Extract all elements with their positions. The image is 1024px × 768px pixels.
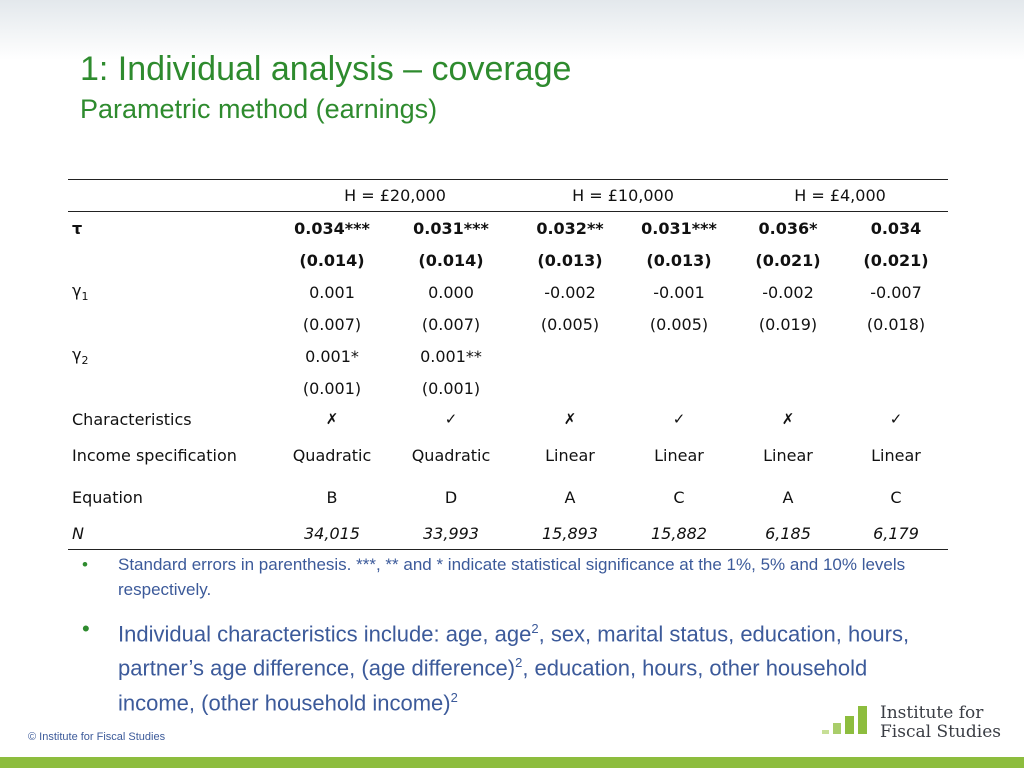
table-cell: C [673, 487, 685, 507]
table-cell: (0.014) [299, 250, 365, 270]
table-cell: 15,893 [514, 518, 626, 550]
logo-bars-icon [822, 704, 878, 754]
table-cell: (0.014) [418, 250, 484, 270]
table-cell: 0.001** [420, 346, 482, 366]
table-cell: 6,179 [844, 518, 948, 550]
table-cell: (0.005) [649, 314, 709, 334]
table-cell: D [444, 487, 458, 507]
table-cell: -0.001 [653, 282, 705, 302]
table-cell [732, 340, 844, 372]
table-cell [844, 340, 948, 372]
gamma2-label: $\gamma_2$ [72, 344, 89, 368]
table-cell [514, 340, 626, 372]
check-icon: ✓ [889, 410, 903, 428]
table-cell: Linear [545, 445, 595, 465]
cross-icon: ✗ [781, 410, 795, 428]
table-cell: 0.001* [305, 346, 359, 366]
table-cell: 0.031*** [413, 218, 489, 238]
income-spec-row [68, 434, 948, 476]
table-cell [626, 340, 732, 372]
table-cell [732, 372, 844, 404]
gamma2-coef-row [68, 340, 948, 372]
page-subtitle: Parametric method (earnings) [80, 94, 438, 124]
income-spec-label: Income specification [72, 445, 237, 465]
table-cell: C [890, 487, 902, 507]
table-cell: Linear [871, 445, 921, 465]
table-cell: (0.005) [540, 314, 600, 334]
table-cell: 0.001 [309, 282, 355, 302]
n-label: N [68, 518, 276, 550]
table-cell [514, 372, 626, 404]
copyright-text: © Institute for Fiscal Studies [28, 731, 166, 743]
table-cell: 15,882 [626, 518, 732, 550]
table-cell: -0.002 [762, 282, 814, 302]
table-cell: (0.013) [537, 250, 603, 270]
notes-list [80, 552, 940, 717]
bottom-accent-bar [0, 757, 1024, 768]
header-empty-cell [68, 180, 276, 212]
tau-coef-row [68, 212, 948, 245]
table-cell: (0.019) [758, 314, 818, 334]
table-cell: 0.032** [536, 218, 604, 238]
table-cell: (0.007) [421, 314, 481, 334]
equation-label: Equation [72, 487, 143, 507]
bullet-icon: • [82, 555, 88, 574]
table-cell: B [326, 487, 338, 507]
table-cell: Quadratic [292, 445, 372, 465]
table-cell: 33,993 [388, 518, 514, 550]
table-cell: A [782, 487, 794, 507]
equation-row [68, 476, 948, 518]
header-h-10000: H = £10,000 [514, 180, 732, 212]
table-cell: 0.031*** [641, 218, 717, 238]
bullet-icon: • [82, 616, 90, 641]
table-cell: 0.034*** [294, 218, 370, 238]
gamma1-label: $\gamma_1$ [72, 280, 89, 304]
table-cell: (0.021) [863, 250, 929, 270]
ifs-logo [822, 704, 1002, 754]
check-icon: ✓ [672, 410, 686, 428]
gamma2-se-row [68, 372, 948, 404]
table-cell: (0.018) [866, 314, 926, 334]
table-cell: A [564, 487, 576, 507]
table-cell: (0.007) [302, 314, 362, 334]
table-cell [844, 372, 948, 404]
table-cell: -0.007 [870, 282, 922, 302]
tau-label: τ [72, 218, 83, 238]
table-cell: 0.036* [758, 218, 818, 238]
table-cell: Linear [763, 445, 813, 465]
cross-icon: ✗ [563, 410, 577, 428]
cross-icon: ✗ [325, 410, 339, 428]
table-cell: -0.002 [544, 282, 596, 302]
n-row [68, 518, 948, 550]
page-title: 1: Individual analysis – coverage [80, 50, 572, 88]
results-table [68, 179, 948, 550]
check-icon: ✓ [444, 410, 458, 428]
table-cell [626, 372, 732, 404]
logo-text: Institute for Fiscal Studies [880, 703, 1001, 742]
table-cell: Linear [654, 445, 704, 465]
table-cell: 0.000 [428, 282, 474, 302]
header-h-4000: H = £4,000 [732, 180, 948, 212]
note-characteristics: • Individual characteristics include: age, age$^2$, sex, marital status, education, hours, partner’s age difference, (age difference)$^2$, education, hours, other household income, (other household income)$^2$ [82, 616, 910, 715]
table-cell: 6,185 [732, 518, 844, 550]
tau-se-row [68, 244, 948, 276]
table-cell: Quadratic [411, 445, 491, 465]
characteristics-label: Characteristics [72, 409, 192, 429]
table-header-row [68, 180, 948, 212]
gamma1-coef-row [68, 276, 948, 308]
gamma1-se-row [68, 308, 948, 340]
table-cell: (0.021) [755, 250, 821, 270]
table-cell: (0.001) [302, 378, 362, 398]
table-cell: 34,015 [276, 518, 388, 550]
table-cell: 0.034 [870, 218, 922, 238]
characteristics-row [68, 404, 948, 434]
table-cell: (0.001) [421, 378, 481, 398]
table-cell: (0.013) [646, 250, 712, 270]
header-h-20000: H = £20,000 [276, 180, 514, 212]
note-standard-errors: • Standard errors in parenthesis. ***, ** and * indicate statistical significance at the 1%, 5% and 10% levels respectively. [80, 552, 940, 602]
